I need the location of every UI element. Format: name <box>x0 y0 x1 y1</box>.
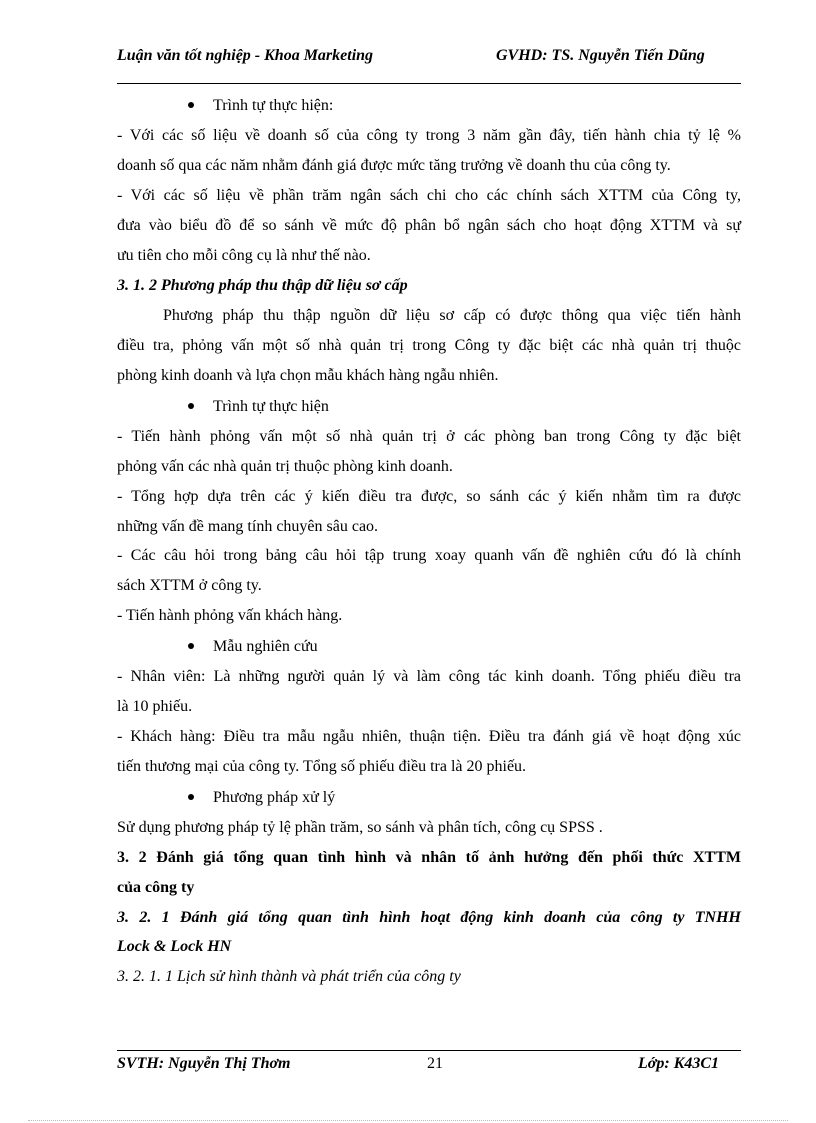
paragraph-line: - Với các số liệu về phần trăm ngân sách chi cho các chính sách XTTM của Công ty, <box>117 187 741 204</box>
section-heading: của công ty <box>117 879 195 896</box>
paragraph-line: ưu tiên cho mỗi công cụ là như thế nào. <box>117 247 371 264</box>
paragraph-line: - Tổng hợp dựa trên các ý kiến điều tra được, so sánh các ý kiến nhằm tìm ra được <box>117 488 741 505</box>
section-heading: 3. 2 Đánh giá tổng quan tình hình và nhân tố ảnh hưởng đến phối thức XTTM <box>117 849 741 866</box>
paragraph-line: - Với các số liệu về doanh số của công ty trong 3 năm gần đây, tiến hành chia tỷ lệ % <box>117 127 741 144</box>
paragraph-line: là 10 phiếu. <box>117 698 193 715</box>
paragraph-line: đưa vào biểu đồ để so sánh về mức độ phân bổ ngân sách cho hoạt động XTTM và sự <box>117 217 741 234</box>
bullet-text: Phương pháp xử lý <box>213 789 336 806</box>
bullet-text: Trình tự thực hiện <box>213 398 329 415</box>
paragraph-line: Phương pháp thu thập nguồn dữ liệu sơ cấp có được thông qua việc tiến hành <box>163 307 741 324</box>
bullet-icon <box>188 638 198 648</box>
bullet-icon <box>188 789 198 799</box>
page-number: 21 <box>427 1055 443 1072</box>
paragraph-line: doanh số qua các năm nhằm đánh giá được mức tăng trưởng về doanh thu của công ty. <box>117 157 671 174</box>
subsection-heading: 3. 2. 1 Đánh giá tổng quan tình hình hoạt động kinh doanh của công ty TNHH <box>117 909 741 926</box>
subsubsection-heading: 3. 2. 1. 1 Lịch sử hình thành và phát triển của công ty <box>117 968 461 985</box>
footer-rule <box>117 1050 741 1051</box>
paragraph-line: phỏng vấn các nhà quản trị thuộc phòng kinh doanh. <box>117 458 453 475</box>
paragraph-line: sách XTTM ở công ty. <box>117 577 262 594</box>
footer-right: Lớp: K43C1 <box>638 1055 720 1072</box>
header-rule <box>117 83 741 84</box>
bullet-icon <box>188 398 198 408</box>
header-right: GVHD: TS. Nguyễn Tiến Dũng <box>496 47 705 64</box>
bullet-icon <box>188 97 198 107</box>
subsection-heading: Lock & Lock HN <box>117 938 232 955</box>
footer-left: SVTH: Nguyễn Thị Thơm <box>117 1055 291 1072</box>
paragraph-line: - Tiến hành phỏng vấn khách hàng. <box>117 607 343 624</box>
section-heading: 3. 1. 2 Phương pháp thu thập dữ liệu sơ cấp <box>117 277 408 294</box>
bullet-text: Mẫu nghiên cứu <box>213 638 318 655</box>
bullet-text: Trình tự thực hiện: <box>213 97 334 114</box>
paragraph-line: tiến thương mại của công ty. Tổng số phiếu điều tra là 20 phiếu. <box>117 758 527 775</box>
paragraph-line: phòng kinh doanh và lựa chọn mẫu khách hàng ngẫu nhiên. <box>117 367 499 384</box>
paragraph-line: - Nhân viên: Là những người quản lý và làm công tác kinh doanh. Tổng phiếu điều tra <box>117 668 741 685</box>
paragraph-line: điều tra, phỏng vấn một số nhà quản trị trong Công ty đặc biệt các nhà quản trị thuộc <box>117 337 741 354</box>
page-edge-dotted-line <box>28 1120 788 1121</box>
paragraph-line: Sử dụng phương pháp tỷ lệ phần trăm, so sánh và phân tích, công cụ SPSS . <box>117 819 603 836</box>
header-left: Luận văn tốt nghiệp - Khoa Marketing <box>117 47 374 64</box>
paragraph-line: - Tiến hành phỏng vấn một số nhà quản trị ở các phòng ban trong Công ty đặc biệt <box>117 428 741 445</box>
paragraph-line: - Các câu hỏi trong bảng câu hỏi tập trung xoay quanh vấn đề nghiên cứu đó là chính <box>117 547 741 564</box>
paragraph-line: - Khách hàng: Điều tra mẫu ngẫu nhiên, thuận tiện. Điều tra đánh giá về hoạt động xúc <box>117 728 741 745</box>
paragraph-line: những vấn đề mang tính chuyên sâu cao. <box>117 518 379 535</box>
